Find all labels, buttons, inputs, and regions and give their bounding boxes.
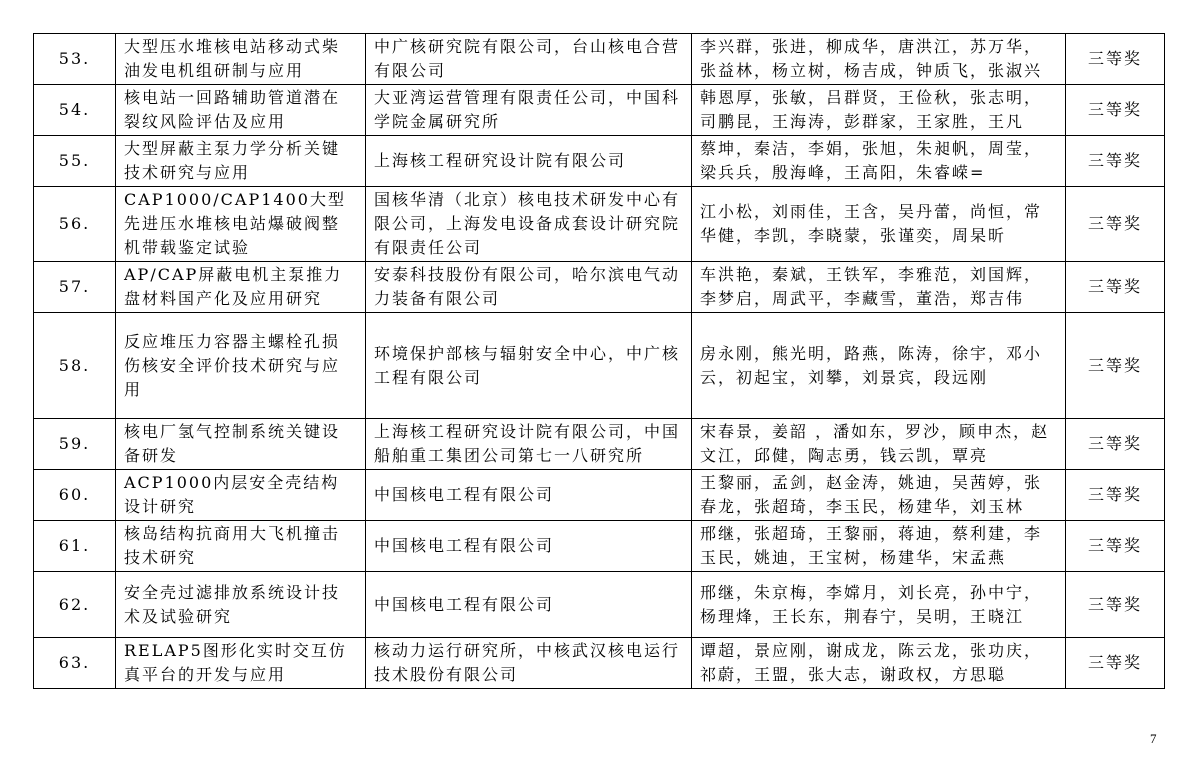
award-level: 三等奖 [1066,313,1165,419]
table-row [34,419,1165,470]
row-number: 55. [34,136,116,187]
main-completers: 邢继，张超琦，王黎丽，蒋迪，蔡利建，李玉民，姚迪，王宝树，杨建华，宋孟燕 [692,521,1066,572]
award-level: 三等奖 [1066,470,1165,521]
table-row [34,34,1165,85]
award-level: 三等奖 [1066,521,1165,572]
row-number: 56. [34,187,116,262]
award-level: 三等奖 [1066,419,1165,470]
completing-units: 中国核电工程有限公司 [366,521,692,572]
main-completers: 蔡坤，秦洁，李娟，张旭，朱昶帆，周莹，梁兵兵，殷海峰，王高阳，朱睿嵘= [692,136,1066,187]
main-completers: 李兴群，张进，柳成华，唐洪江，苏万华，张益林，杨立树，杨吉成，钟质飞，张淑兴 [692,34,1066,85]
completing-units: 国核华清（北京）核电技术研发中心有限公司，上海发电设备成套设计研究院有限责任公司 [366,187,692,262]
row-number: 62. [34,572,116,638]
project-name: 大型压水堆核电站移动式柴油发电机组研制与应用 [116,34,366,85]
main-completers: 江小松，刘雨佳，王含，吴丹蕾，尚恒，常华健，李凯，李晓蒙，张谨奕，周杲昕 [692,187,1066,262]
main-completers: 房永刚，熊光明，路燕，陈涛，徐宇，邓小云，初起宝，刘攀，刘景宾，段远刚 [692,313,1066,419]
award-level: 三等奖 [1066,85,1165,136]
row-number: 54. [34,85,116,136]
table-row [34,136,1165,187]
main-completers: 车洪艳，秦斌，王铁军，李雅范，刘国辉，李梦启，周武平，李藏雪，董浩，郑吉伟 [692,262,1066,313]
completing-units: 中广核研究院有限公司，台山核电合营有限公司 [366,34,692,85]
completing-units: 中国核电工程有限公司 [366,470,692,521]
project-name: 核电站一回路辅助管道潜在裂纹风险评估及应用 [116,85,366,136]
page-number: 7 [1150,731,1157,746]
completing-units: 大亚湾运营管理有限责任公司，中国科学院金属研究所 [366,85,692,136]
row-number: 53. [34,34,116,85]
completing-units: 中国核电工程有限公司 [366,572,692,638]
awards-table-body [34,34,1165,689]
project-name: RELAP5图形化实时交互仿真平台的开发与应用 [116,638,366,689]
row-number: 61. [34,521,116,572]
project-name: 安全壳过滤排放系统设计技术及试验研究 [116,572,366,638]
table-row [34,572,1165,638]
completing-units: 安泰科技股份有限公司，哈尔滨电气动力装备有限公司 [366,262,692,313]
table-row [34,187,1165,262]
project-name: AP/CAP屏蔽电机主泵推力盘材料国产化及应用研究 [116,262,366,313]
award-level: 三等奖 [1066,638,1165,689]
main-completers: 谭超，景应刚，谢成龙，陈云龙，张功庆，祁蔚，王盟，张大志，谢政权，方思聪 [692,638,1066,689]
project-name: ACP1000内层安全壳结构设计研究 [116,470,366,521]
completing-units: 上海核工程研究设计院有限公司，中国船舶重工集团公司第七一八研究所 [366,419,692,470]
table-row [34,313,1165,419]
project-name: CAP1000/CAP1400大型先进压水堆核电站爆破阀整机带载鉴定试验 [116,187,366,262]
table-row [34,262,1165,313]
project-name: 大型屏蔽主泵力学分析关键技术研究与应用 [116,136,366,187]
table-row [34,521,1165,572]
award-level: 三等奖 [1066,187,1165,262]
project-name: 核电厂氢气控制系统关键设备研发 [116,419,366,470]
row-number: 63. [34,638,116,689]
completing-units: 上海核工程研究设计院有限公司 [366,136,692,187]
award-level: 三等奖 [1066,262,1165,313]
row-number: 58. [34,313,116,419]
award-level: 三等奖 [1066,572,1165,638]
main-completers: 邢继，朱京梅，李嫦月，刘长亮，孙中宁，杨理烽，王长东，荆春宁，吴明，王晓江 [692,572,1066,638]
main-completers: 王黎丽，孟剑，赵金涛，姚迪，吴茜婷，张春龙，张超琦，李玉民，杨建华，刘玉林 [692,470,1066,521]
award-level: 三等奖 [1066,136,1165,187]
project-name: 核岛结构抗商用大飞机撞击技术研究 [116,521,366,572]
completing-units: 核动力运行研究所，中核武汉核电运行技术股份有限公司 [366,638,692,689]
main-completers: 韩恩厚，张敏，吕群贤，王俭秋，张志明，司鹏昆，王海涛，彭群家，王家胜，王凡 [692,85,1066,136]
table-row [34,85,1165,136]
row-number: 59. [34,419,116,470]
project-name: 反应堆压力容器主螺栓孔损伤核安全评价技术研究与应用 [116,313,366,419]
row-number: 60. [34,470,116,521]
main-completers: 宋春景，姜韶 ，潘如东，罗沙，顾申杰，赵文江，邱健，陶志勇，钱云凯，覃亮 [692,419,1066,470]
award-level: 三等奖 [1066,34,1165,85]
completing-units: 环境保护部核与辐射安全中心，中广核工程有限公司 [366,313,692,419]
row-number: 57. [34,262,116,313]
table-row [34,470,1165,521]
awards-table [33,33,1165,689]
table-row [34,638,1165,689]
